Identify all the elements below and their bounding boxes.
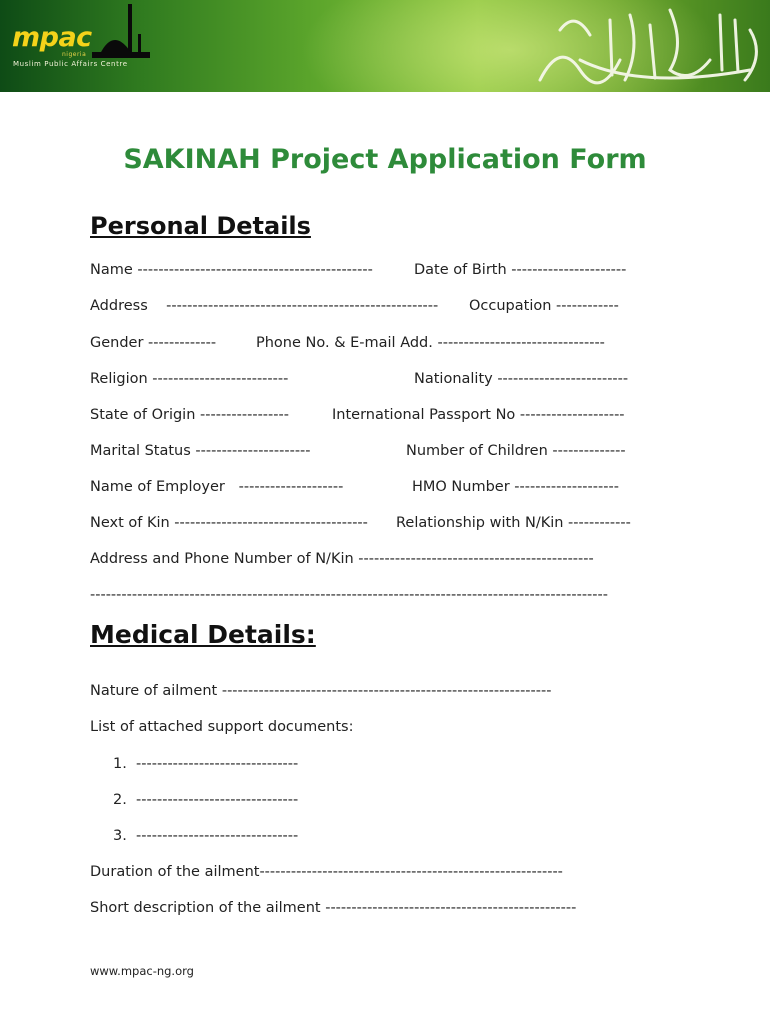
header-banner (0, 0, 770, 92)
document-item[interactable]: 2. ------------------------------- (113, 792, 299, 808)
mosque-icon (92, 4, 150, 62)
logo-subtext: nigeria (62, 51, 87, 58)
relationship-field[interactable]: Relationship with N/Kin ------------ (396, 515, 631, 531)
document-item[interactable]: 3. ------------------------------- (113, 828, 299, 844)
hmo-field[interactable]: HMO Number -------------------- (412, 479, 619, 495)
nok-address-continuation[interactable]: --------------------------------------------------------------------------------------------------- (90, 587, 608, 603)
ailment-field[interactable]: Nature of ailment --------------------------------------------------------------- (90, 683, 552, 699)
nationality-field[interactable]: Nationality ------------------------- (414, 371, 629, 387)
state-of-origin-field[interactable]: State of Origin ----------------- (90, 407, 289, 423)
next-of-kin-field[interactable]: Next of Kin ------------------------------------- (90, 515, 368, 531)
logo-text: mpac (12, 22, 92, 53)
documents-label: List of attached support documents: (90, 719, 354, 735)
occupation-field[interactable]: Occupation ------------ (469, 298, 619, 314)
bismillah-calligraphy-icon (520, 0, 770, 92)
religion-field[interactable]: Religion -------------------------- (90, 371, 289, 387)
passport-field[interactable]: International Passport No -------------------- (332, 407, 625, 423)
medical-details-heading: Medical Details: (90, 620, 316, 649)
children-field[interactable]: Number of Children -------------- (406, 443, 626, 459)
dob-field[interactable]: Date of Birth ---------------------- (414, 262, 627, 278)
logo-tagline: Muslim Public Affairs Centre (13, 60, 128, 68)
phone-email-field[interactable]: Phone No. & E-mail Add. -------------------------------- (256, 335, 605, 351)
name-field[interactable]: Name --------------------------------------------- (90, 262, 373, 278)
description-field[interactable]: Short description of the ailment ------------------------------------------------ (90, 900, 577, 916)
employer-field[interactable]: Name of Employer -------------------- (90, 479, 344, 495)
personal-details-heading: Personal Details (90, 212, 311, 240)
document-item[interactable]: 1. ------------------------------- (113, 756, 299, 772)
nok-address-field[interactable]: Address and Phone Number of N/Kin --------------------------------------------- (90, 551, 594, 567)
footer-url: www.mpac-ng.org (90, 964, 194, 978)
duration-field[interactable]: Duration of the ailment---------------------------------------------------------- (90, 864, 563, 880)
marital-status-field[interactable]: Marital Status ---------------------- (90, 443, 311, 459)
form-title: SAKINAH Project Application Form (123, 144, 647, 175)
gender-field[interactable]: Gender ------------- (90, 335, 217, 351)
address-field[interactable]: Address ---------------------------------------------------- (90, 298, 439, 314)
